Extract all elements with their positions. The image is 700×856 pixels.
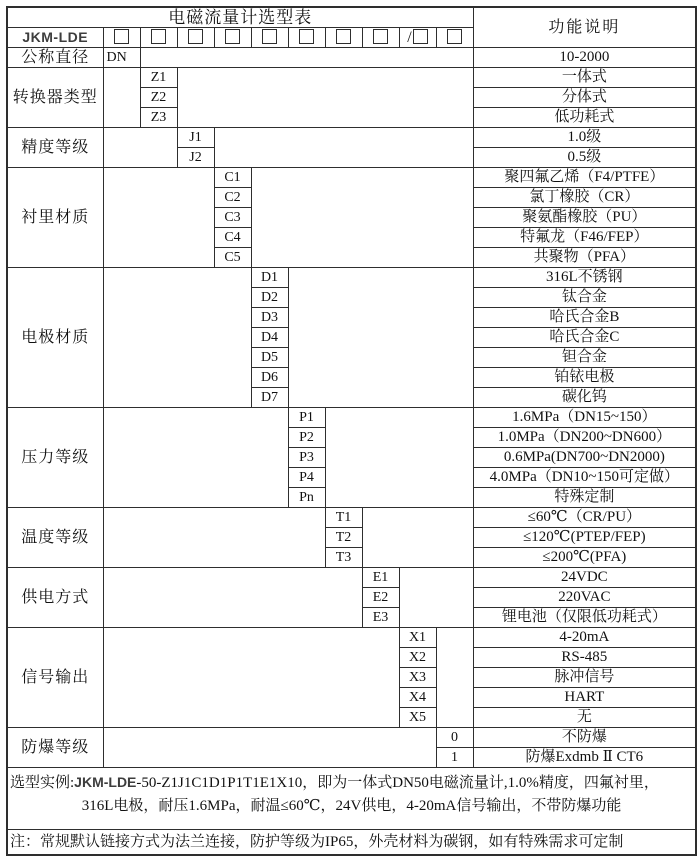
desc-cell-explosion-proof-1: 防爆Exdmb Ⅱ CT6 (473, 748, 696, 768)
section-label-lining-material: 衬里材质 (7, 168, 103, 268)
code-cell-converter-type-Z2: Z2 (140, 88, 177, 108)
checkbox-cell-5 (251, 28, 288, 48)
code-cell-converter-type-Z3: Z3 (140, 108, 177, 128)
desc-cell-temperature-class-T1: ≤60℃（CR/PU） (473, 508, 696, 528)
desc-cell-pressure-class-P2: 1.0MPa（DN200~DN600） (473, 428, 696, 448)
code-cell-electrode-material-D6: D6 (251, 368, 288, 388)
desc-cell-temperature-class-T3: ≤200℃(PFA) (473, 548, 696, 568)
desc-cell-electrode-material-D6: 铂铱电极 (473, 368, 696, 388)
desc-cell-temperature-class-T2: ≤120℃(PTEP/FEP) (473, 528, 696, 548)
spacer-right-lining-material (251, 168, 473, 268)
code-cell-electrode-material-D7: D7 (251, 388, 288, 408)
example-rest: -50-Z1J1C1D1P1T1E1X10，即为一体式DN50电磁流量计,1.0%精度，四氟衬里， (136, 775, 659, 791)
code-cell-temperature-class-T3: T3 (325, 548, 362, 568)
desc-cell-signal-output-X2: RS-485 (473, 648, 696, 668)
code-cell-signal-output-X2: X2 (399, 648, 436, 668)
code-cell-electrode-material-D3: D3 (251, 308, 288, 328)
desc-cell-pressure-class-Pn: 特殊定制 (473, 488, 696, 508)
section-label-signal-output: 信号输出 (7, 628, 103, 728)
section-label-nominal-diameter: 公称直径 (7, 48, 103, 68)
code-cell-temperature-class-T1: T1 (325, 508, 362, 528)
checkbox (114, 29, 129, 44)
checkbox (336, 29, 351, 44)
slash-separator: / (407, 29, 412, 47)
checkbox (447, 29, 462, 44)
section-label-temperature-class: 温度等级 (7, 508, 103, 568)
spacer-right-signal-output (436, 628, 473, 728)
code-cell-signal-output-X3: X3 (399, 668, 436, 688)
code-cell-signal-output-X5: X5 (399, 708, 436, 728)
spacer-left-electrode-material (103, 268, 251, 408)
section-label-explosion-proof: 防爆等级 (7, 728, 103, 768)
checkbox-cell-4 (214, 28, 251, 48)
section-label-power-supply: 供电方式 (7, 568, 103, 628)
code-cell-power-supply-E2: E2 (362, 588, 399, 608)
selection-table (6, 6, 697, 856)
spacer-left-accuracy-class (103, 128, 177, 168)
code-cell-accuracy-class-J1: J1 (177, 128, 214, 148)
example-line-1 (10, 771, 693, 795)
checkbox (151, 29, 166, 44)
desc-cell-lining-material-C1: 聚四氟乙烯（F4/PTFE） (473, 168, 696, 188)
example-prefix: 选型实例: (10, 775, 75, 791)
desc-cell-power-supply-E2: 220VAC (473, 588, 696, 608)
desc-cell-pressure-class-P4: 4.0MPa（DN10~150可定做） (473, 468, 696, 488)
desc-cell-signal-output-X3: 脉冲信号 (473, 668, 696, 688)
checkbox (413, 29, 428, 44)
desc-cell-lining-material-C4: 特氟龙（F46/FEP） (473, 228, 696, 248)
code-cell-electrode-material-D2: D2 (251, 288, 288, 308)
example-line-2: 316L电极，耐压1.6MPa，耐温≤60℃，24V供电，4-20mA信号输出，不带防爆功能 (81, 798, 622, 814)
desc-cell-power-supply-E1: 24VDC (473, 568, 696, 588)
checkbox (225, 29, 240, 44)
spacer-right-power-supply (399, 568, 473, 628)
spacer-right-temperature-class (362, 508, 473, 568)
checkbox (299, 29, 314, 44)
checkbox-cell-6 (288, 28, 325, 48)
code-cell-temperature-class-T2: T2 (325, 528, 362, 548)
desc-cell-converter-type-Z2: 分体式 (473, 88, 696, 108)
desc-cell-signal-output-X1: 4-20mA (473, 628, 696, 648)
desc-cell-electrode-material-D3: 哈氏合金B (473, 308, 696, 328)
checkbox-cell-3 (177, 28, 214, 48)
spacer-right-converter-type (177, 68, 473, 128)
code-cell-pressure-class-P2: P2 (288, 428, 325, 448)
desc-cell-converter-type-Z1: 一体式 (473, 68, 696, 88)
code-cell-power-supply-E1: E1 (362, 568, 399, 588)
spacer-left-temperature-class (103, 508, 325, 568)
spacer-left-power-supply (103, 568, 362, 628)
function-desc-header: 功能说明 (473, 7, 696, 48)
spacer-left-lining-material (103, 168, 214, 268)
desc-cell-electrode-material-D5: 钽合金 (473, 348, 696, 368)
spacer-left-explosion-proof (103, 728, 436, 768)
code-cell-lining-material-C4: C4 (214, 228, 251, 248)
code-cell-accuracy-class-J2: J2 (177, 148, 214, 168)
desc-cell-explosion-proof-0: 不防爆 (473, 728, 696, 748)
checkbox-cell-1 (103, 28, 140, 48)
section-label-converter-type: 转换器类型 (7, 68, 103, 128)
code-cell-pressure-class-P4: P4 (288, 468, 325, 488)
spacer-right-nominal-diameter (140, 48, 473, 68)
code-cell-explosion-proof-1: 1 (436, 748, 473, 768)
desc-cell-power-supply-E3: 锂电池（仅限低功耗式） (473, 608, 696, 628)
desc-cell-signal-output-X5: 无 (473, 708, 696, 728)
model-label: JKM-LDE (7, 28, 103, 48)
code-cell-pressure-class-Pn: Pn (288, 488, 325, 508)
spacer-right-pressure-class (325, 408, 473, 508)
code-cell-electrode-material-D5: D5 (251, 348, 288, 368)
code-cell-explosion-proof-0: 0 (436, 728, 473, 748)
default-config-note: 注：常规默认链接方式为法兰连接，防护等级为IP65，外壳材料为碳钢，如有特殊需求可定制 (7, 830, 696, 856)
desc-cell-converter-type-Z3: 低功耗式 (473, 108, 696, 128)
table-title: 电磁流量计选型表 (7, 7, 473, 28)
section-label-electrode-material: 电极材质 (7, 268, 103, 408)
desc-cell-electrode-material-D7: 碳化钨 (473, 388, 696, 408)
example-model-code: JKM-LDE (74, 774, 137, 790)
section-label-pressure-class: 压力等级 (7, 408, 103, 508)
desc-cell-electrode-material-D4: 哈氏合金C (473, 328, 696, 348)
desc-cell-accuracy-class-J1: 1.0级 (473, 128, 696, 148)
code-cell-pressure-class-P3: P3 (288, 448, 325, 468)
checkbox-cell-2 (140, 28, 177, 48)
checkbox-cell-8 (362, 28, 399, 48)
code-cell-lining-material-C5: C5 (214, 248, 251, 268)
desc-cell-electrode-material-D1: 316L不锈钢 (473, 268, 696, 288)
desc-cell-nominal-diameter-DN: 10-2000 (473, 48, 696, 68)
code-cell-signal-output-X1: X1 (399, 628, 436, 648)
desc-cell-pressure-class-P1: 1.6MPa（DN15~150） (473, 408, 696, 428)
spacer-left-signal-output (103, 628, 399, 728)
spacer-right-electrode-material (288, 268, 473, 408)
checkbox (262, 29, 277, 44)
section-label-accuracy-class: 精度等级 (7, 128, 103, 168)
code-cell-lining-material-C1: C1 (214, 168, 251, 188)
code-cell-power-supply-E3: E3 (362, 608, 399, 628)
selection-example (7, 768, 696, 830)
checkbox (188, 29, 203, 44)
desc-cell-lining-material-C3: 聚氨酯橡胶（PU） (473, 208, 696, 228)
spacer-left-converter-type (103, 68, 140, 128)
spacer-right-accuracy-class (214, 128, 473, 168)
desc-cell-lining-material-C2: 氯丁橡胶（CR） (473, 188, 696, 208)
desc-cell-electrode-material-D2: 钛合金 (473, 288, 696, 308)
desc-cell-pressure-class-P3: 0.6MPa(DN700~DN2000) (473, 448, 696, 468)
code-cell-electrode-material-D1: D1 (251, 268, 288, 288)
checkbox-cell-10 (436, 28, 473, 48)
code-cell-pressure-class-P1: P1 (288, 408, 325, 428)
code-cell-electrode-material-D4: D4 (251, 328, 288, 348)
code-cell-converter-type-Z1: Z1 (140, 68, 177, 88)
code-cell-signal-output-X4: X4 (399, 688, 436, 708)
code-cell-nominal-diameter-DN: DN (103, 48, 140, 68)
desc-cell-lining-material-C5: 共聚物（PFA） (473, 248, 696, 268)
desc-cell-signal-output-X4: HART (473, 688, 696, 708)
checkbox-cell-7 (325, 28, 362, 48)
spacer-left-pressure-class (103, 408, 288, 508)
code-cell-lining-material-C3: C3 (214, 208, 251, 228)
checkbox (373, 29, 388, 44)
checkbox-cell-9 (399, 28, 436, 48)
desc-cell-accuracy-class-J2: 0.5级 (473, 148, 696, 168)
code-cell-lining-material-C2: C2 (214, 188, 251, 208)
